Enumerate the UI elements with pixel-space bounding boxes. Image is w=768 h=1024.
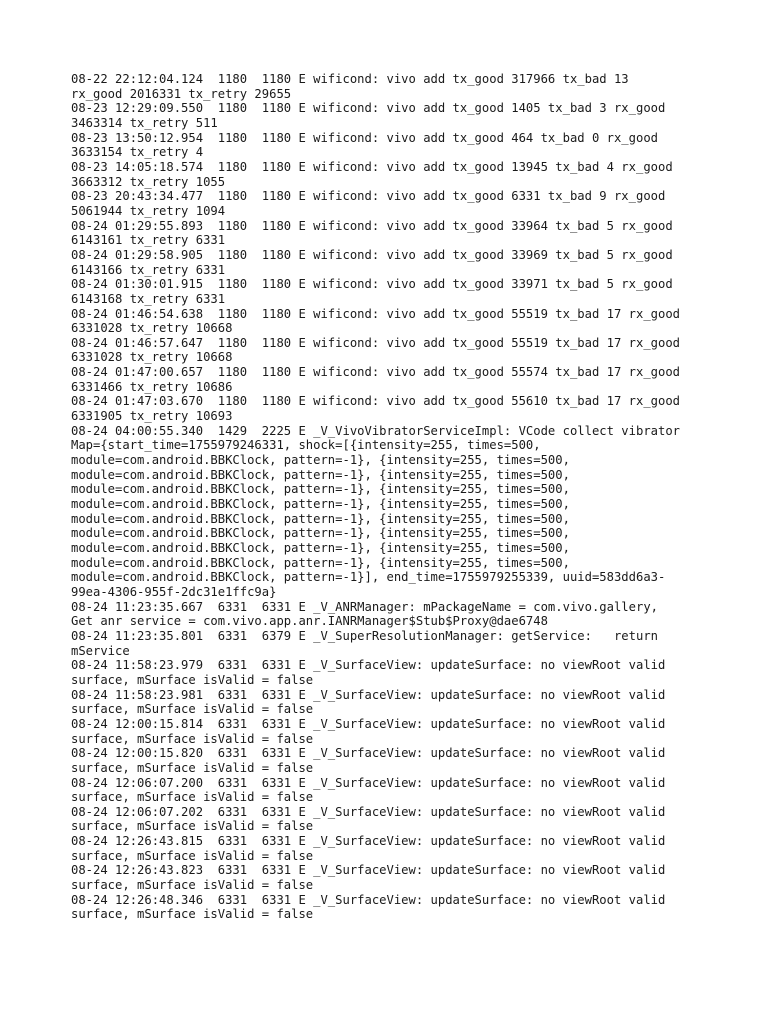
log-line: 08-24 12:26:48.346 6331 6331 E _V_SurfaceView: updateSurface: no viewRoot valid (71, 892, 666, 907)
log-page (71, 72, 711, 922)
log-line: module=com.android.BBKClock, pattern=-1}, {intensity=255, times=500, (71, 482, 570, 497)
log-line: module=com.android.BBKClock, pattern=-1}, {intensity=255, times=500, (71, 511, 570, 526)
log-line: 3633154 tx_retry 4 (71, 145, 204, 160)
log-line: 08-24 04:00:55.340 1429 2225 E _V_VivoVibratorServiceImpl: VCode collect vibrator (71, 423, 681, 438)
log-text-block (71, 72, 711, 922)
log-line: 08-24 11:23:35.667 6331 6331 E _V_ANRManager: mPackageName = com.vivo.gallery, (71, 599, 658, 614)
log-line: 6331466 tx_retry 10686 (71, 379, 233, 394)
log-line: 08-24 01:46:57.647 1180 1180 E wificond: vivo add tx_good 55519 tx_bad 17 rx_good (71, 335, 681, 350)
log-line: 08-24 11:23:35.801 6331 6379 E _V_SuperResolutionManager: getService: return (71, 628, 658, 643)
log-line: 08-24 11:58:23.981 6331 6331 E _V_SurfaceView: updateSurface: no viewRoot valid (71, 687, 666, 702)
log-line: surface, mSurface isValid = false (71, 731, 314, 746)
log-line: 08-24 01:29:55.893 1180 1180 E wificond: vivo add tx_good 33964 tx_bad 5 rx_good (71, 218, 673, 233)
log-line: 08-24 12:06:07.200 6331 6331 E _V_SurfaceView: updateSurface: no viewRoot valid (71, 775, 666, 790)
log-line: surface, mSurface isValid = false (71, 672, 314, 687)
log-line: 08-23 14:05:18.574 1180 1180 E wificond: vivo add tx_good 13945 tx_bad 4 rx_good (71, 159, 673, 174)
log-line: 08-23 13:50:12.954 1180 1180 E wificond: vivo add tx_good 464 tx_bad 0 rx_good (71, 130, 658, 145)
log-line: 08-24 12:00:15.820 6331 6331 E _V_SurfaceView: updateSurface: no viewRoot valid (71, 746, 666, 761)
log-line: rx_good 2016331 tx_retry 29655 (71, 86, 292, 101)
log-line: 08-24 12:06:07.202 6331 6331 E _V_SurfaceView: updateSurface: no viewRoot valid (71, 804, 666, 819)
log-line: 99ea-4306-955f-2dc31e1ffc9a} (71, 584, 277, 599)
log-line: 08-24 01:30:01.915 1180 1180 E wificond: vivo add tx_good 33971 tx_bad 5 rx_good (71, 277, 673, 292)
log-line: 08-24 12:00:15.814 6331 6331 E _V_SurfaceView: updateSurface: no viewRoot valid (71, 716, 666, 731)
log-line: 3463314 tx_retry 511 (71, 115, 218, 130)
log-line: 6143161 tx_retry 6331 (71, 233, 226, 248)
log-line: module=com.android.BBKClock, pattern=-1}], end_time=1755979255339, uuid=583dd6a3- (71, 570, 666, 585)
log-line: mService (71, 643, 130, 658)
log-line: surface, mSurface isValid = false (71, 907, 314, 922)
log-line: surface, mSurface isValid = false (71, 848, 314, 863)
log-line: 6143166 tx_retry 6331 (71, 262, 226, 277)
log-line: 6331028 tx_retry 10668 (71, 321, 233, 336)
log-line: surface, mSurface isValid = false (71, 819, 314, 834)
log-line: 08-23 20:43:34.477 1180 1180 E wificond: vivo add tx_good 6331 tx_bad 9 rx_good (71, 189, 666, 204)
log-line: module=com.android.BBKClock, pattern=-1}, {intensity=255, times=500, (71, 555, 570, 570)
log-line: 08-24 12:26:43.823 6331 6331 E _V_SurfaceView: updateSurface: no viewRoot valid (71, 863, 666, 878)
log-line: 08-24 01:46:54.638 1180 1180 E wificond: vivo add tx_good 55519 tx_bad 17 rx_good (71, 306, 681, 321)
log-line: module=com.android.BBKClock, pattern=-1}, {intensity=255, times=500, (71, 453, 570, 468)
log-line: 08-23 12:29:09.550 1180 1180 E wificond: vivo add tx_good 1405 tx_bad 3 rx_good (71, 101, 666, 116)
log-line: surface, mSurface isValid = false (71, 878, 314, 893)
log-line: 6143168 tx_retry 6331 (71, 291, 226, 306)
log-line: 3663312 tx_retry 1055 (71, 174, 226, 189)
log-line: 08-24 01:29:58.905 1180 1180 E wificond: vivo add tx_good 33969 tx_bad 5 rx_good (71, 247, 673, 262)
log-line: surface, mSurface isValid = false (71, 760, 314, 775)
log-line: 08-24 01:47:00.657 1180 1180 E wificond: vivo add tx_good 55574 tx_bad 17 rx_good (71, 365, 681, 380)
log-line: surface, mSurface isValid = false (71, 702, 314, 717)
log-line: 6331905 tx_retry 10693 (71, 409, 233, 424)
log-line: module=com.android.BBKClock, pattern=-1}, {intensity=255, times=500, (71, 497, 570, 512)
log-line: module=com.android.BBKClock, pattern=-1}, {intensity=255, times=500, (71, 541, 570, 555)
log-line: 6331028 tx_retry 10668 (71, 350, 233, 365)
log-line: module=com.android.BBKClock, pattern=-1}, {intensity=255, times=500, (71, 526, 570, 541)
log-line: Get anr service = com.vivo.app.anr.IANRManager$Stub$Proxy@dae6748 (71, 614, 548, 629)
log-line: 08-22 22:12:04.124 1180 1180 E wificond: vivo add tx_good 317966 tx_bad 13 (71, 72, 629, 86)
log-line: 08-24 01:47:03.670 1180 1180 E wificond: vivo add tx_good 55610 tx_bad 17 rx_good (71, 394, 681, 409)
log-line: Map={start_time=1755979246331, shock=[{intensity=255, times=500, (71, 438, 541, 453)
log-line: 08-24 12:26:43.815 6331 6331 E _V_SurfaceView: updateSurface: no viewRoot valid (71, 834, 666, 849)
log-line: 08-24 11:58:23.979 6331 6331 E _V_SurfaceView: updateSurface: no viewRoot valid (71, 658, 666, 673)
log-line: 5061944 tx_retry 1094 (71, 203, 226, 218)
log-line: module=com.android.BBKClock, pattern=-1}, {intensity=255, times=500, (71, 467, 570, 482)
log-line: surface, mSurface isValid = false (71, 790, 314, 805)
